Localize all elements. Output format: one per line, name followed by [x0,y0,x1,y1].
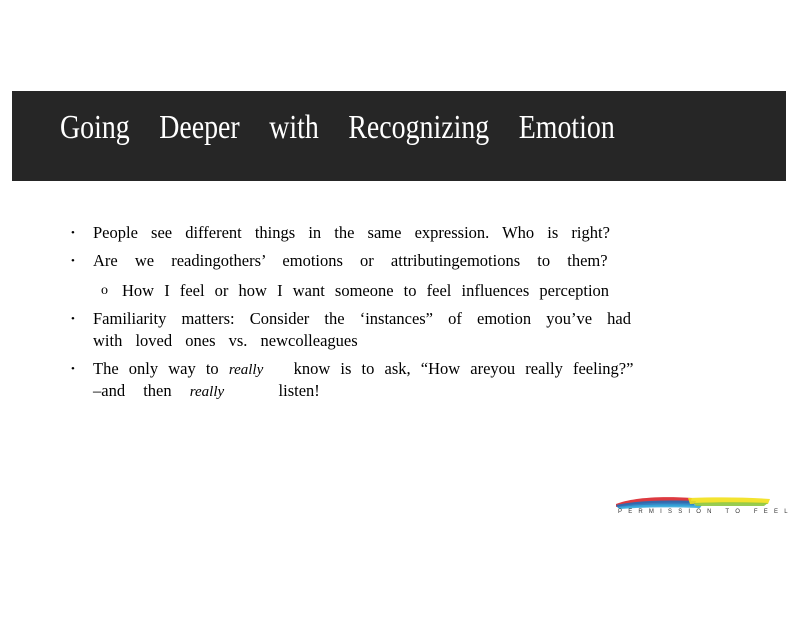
bullet-icon: • [71,255,75,267]
bullet-text [93,358,633,381]
title-word: Going [60,109,130,146]
logo-stroke-green [694,502,768,506]
bullet-icon: • [71,313,75,325]
bullet-text: Familiarity matters: Consider the ‘instances” of emotion you’ve had [93,309,631,328]
bullet-text-part: –and then [93,381,172,400]
title-word: Emotion [518,109,615,146]
title-word: Recognizing [348,109,490,146]
bullet-text: People see different things in the same expression. Who is right? [93,223,610,242]
title-bar [12,91,786,181]
title-word: Deeper [159,109,240,146]
bullet-text-part: know is to ask, “How areyou really feeling?” [293,359,634,378]
title-word: with [269,109,319,146]
bullet-text-part: listen! [278,381,320,400]
bullet-icon: • [71,363,75,375]
bullet-text [93,380,320,403]
bullet-text-part: The only way to [93,359,219,378]
emphasis-text: really [189,384,225,400]
slide-title [60,109,644,147]
permission-to-feel-logo [614,494,772,520]
sub-bullet-icon: o [101,283,108,298]
bullet-icon: • [71,227,75,239]
logo-tagline: PERMISSION TO FEEL [618,509,794,515]
emphasis-text: really [228,362,264,378]
bullet-text: with loved ones vs. newcolleagues [93,331,358,350]
bullet-text: How I feel or how I want someone to feel influences perception [122,281,610,300]
bullet-text: Are we readingothers’ emotions or attributingemotions to them? [93,251,608,270]
